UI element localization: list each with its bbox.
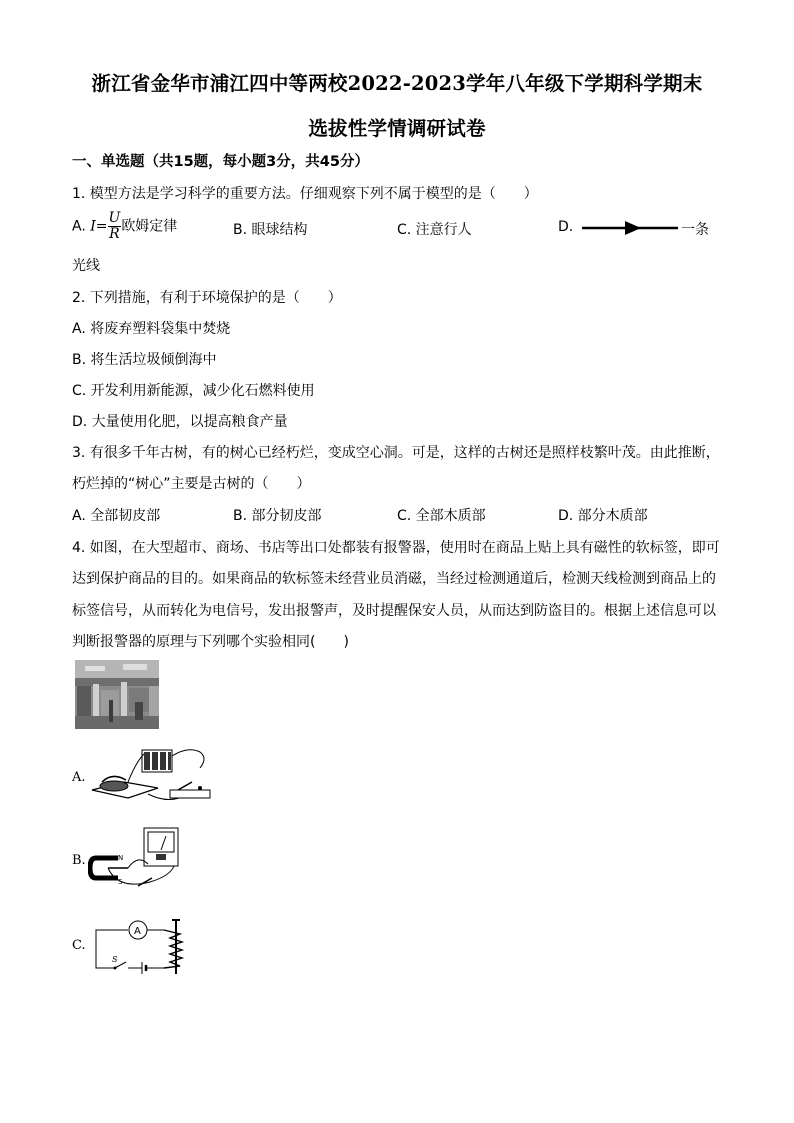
q1-option-c: C. 注意行人 <box>397 222 472 238</box>
q4-option-a-label: A. <box>72 770 86 785</box>
q1-option-a: A. I= $\frac{U}{R}$ 欧姆定律 <box>72 210 178 242</box>
q3-option-a: A. 全部韧皮部 <box>72 508 161 524</box>
q2-stem: 2. 下列措施，有利于环境保护的是（ ） <box>72 290 342 306</box>
section-heading: 一、单选题（共15题，每小题3分，共45分） <box>72 154 369 170</box>
q1-option-d-continued: 光线 <box>72 258 100 274</box>
q3-option-b: B. 部分韧皮部 <box>233 508 322 524</box>
q1-option-d-label: D. <box>558 219 574 235</box>
q2-option-d: D. 大量使用化肥，以提高粮食产量 <box>72 414 288 430</box>
exam-title-line2: 选拔性学情调研试卷 <box>308 117 486 140</box>
q1-stem: 1. 模型方法是学习科学的重要方法。仔细观察下列不属于模型的是（ ） <box>72 186 538 202</box>
q2-option-b: B. 将生活垃圾倾倒海中 <box>72 352 217 368</box>
q4-option-c-label: C. <box>72 938 86 953</box>
q1-formula-var: I <box>90 218 96 235</box>
q3-stem-line1: 3. 有很多千年古树，有的树心已经朽烂，变成空心洞。可是，这样的古树还是照样枝繁叶茂。由此推断， <box>72 445 720 461</box>
q4-stem-line2: 达到保护商品的目的。如果商品的软标签未经营业员消磁，当经过检测通道后，检测天线检测到商品上的 <box>72 571 716 587</box>
q4-stem-line1: 4. 如图，在大型超市、商场、书店等出口处都装有报警器，使用时在商品上贴上具有磁性的软标签，即可 <box>72 540 720 556</box>
exam-title-line1: 浙江省金华市浦江四中等两校2022-2023学年八年级下学期科学期末 <box>91 72 703 95</box>
light-ray-arrow-icon <box>580 220 680 236</box>
q3-option-d: D. 部分木质部 <box>558 508 648 524</box>
q1-option-d-text: 一条 <box>681 222 709 238</box>
q4-option-b-figure <box>88 824 188 894</box>
q1-option-b: B. 眼球结构 <box>233 222 308 238</box>
q4-option-a-figure <box>88 742 218 806</box>
q1-fraction: $\frac{U}{R}$ <box>108 210 121 242</box>
q4-stem-line3: 标签信号，从而转化为电信号，发出报警声，及时提醒保安人员，从而达到防盗目的。根据上述信息可以 <box>72 603 716 619</box>
q4-option-b-label: B. <box>72 853 86 868</box>
q4-option-c-figure <box>92 916 192 980</box>
q2-option-c: C. 开发利用新能源，减少化石燃料使用 <box>72 383 315 399</box>
q3-option-c: C. 全部木质部 <box>397 508 486 524</box>
magnet-south-label: S <box>118 878 123 886</box>
q3-stem-line2: 朽烂掉的“树心”主要是古树的（ ） <box>72 476 311 492</box>
switch-label: S <box>112 955 118 964</box>
q2-option-a: A. 将废弃塑料袋集中焚烧 <box>72 321 231 337</box>
store-alarm-photo <box>75 660 159 729</box>
magnet-north-label: N <box>118 854 124 862</box>
ammeter-label: A <box>134 926 141 937</box>
q4-stem-line4: 判断报警器的原理与下列哪个实验相同( ) <box>72 634 349 650</box>
